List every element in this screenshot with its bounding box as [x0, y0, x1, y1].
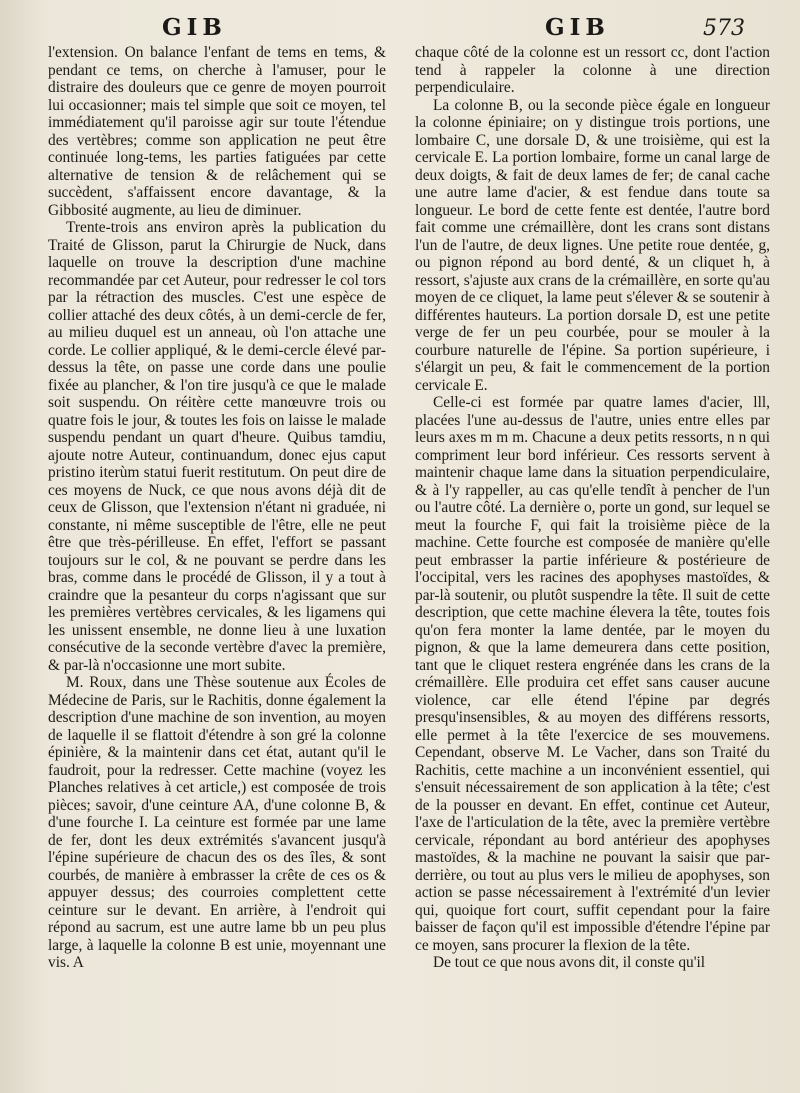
- right-paragraph-2: La colonne B, ou la seconde pièce égale en longueur la colonne épiniaire; on y distingue trois portions, une lombaire C, une dorsale D, & une troisième, qui est la cervicale E. La portion lombaire, forme un canal large de deux doigts, & fait de deux lames de fer; de canal cache une autre lame d'acier, & est fendue dans toute sa longueur. Le bord de cette fente est dentée, l'autre bord fait comme une crémaillère, dont les crans sont distans l'un de l'autre, de deux lignes. Une petite roue dentée, g, ou pignon répond au bord denté, & un cliquet h, à ressort, s'ajuste aux crans de la crémaillère, en sorte qu'au moyen de ce cliquet, la lame peut s'élever & se soutenir à différentes hauteurs. La portion dorsale D, est une petite verge de fer un peu courbée, pour se mouler à la courbure naturelle de l'épine. Sa portion supérieure, i s'élargit un peu, & fait le commencement de la portion cervicale E.: [415, 96, 770, 394]
- left-paragraph-2: Trente-trois ans environ après la publication du Traité de Glisson, parut la Chirurgie de Nuck, dans laquelle on trouve la description d'une machine recommandée par cet Auteur, pour redresser le col tors par la rétraction des muscles. C'est une espèce de collier attaché des deux côtés, à un demi-cercle de fer, au milieu duquel est un anneau, où l'on attache une corde. Le collier appliqué, & le demi-cercle élevé par-dessus la tête, on passe une corde dans une poulie fixée au plancher, & l'on tire jusqu'à ce que le malade soit suspendu. On réitère cette manœuvre trois ou quatre fois le jour, & toutes les fois on laisse le malade suspendu pendant un quart d'heure. Quibus tamdiu, ajoute notre Auteur, continuandum, donec ejus caput pristino iterùm statui fuerit restitutum. On peut dire de ces moyens de Nuck, ce que nous avons déjà dit de ceux de Glisson, que l'extension n'étant ni graduée, ni constante, ni même susceptible de l'être, elle ne peut être que très-périlleuse. En effet, l'effort se passant toujours sur le col, & ne pouvant se perdre dans les bras, comme dans le procédé de Glisson, il y a tout à craindre que la pesanteur du corps n'agissant que sur les premières vertèbres cervicales, & les ligamens qui les unissent ensemble, ne donne lieu à une luxation consécutive de la seconde vertèbre d'avec la première, & par-là n'occasionne une mort subite.: [48, 219, 386, 674]
- right-paragraph-3: Celle-ci est formée par quatre lames d'acier, lll, placées l'une au-dessus de l'autre, unies entre elles par leurs axes m m m. Chacune a deux petits ressorts, n n qui compriment leur bord inférieur. Ces ressorts servent à maintenir chaque lame dans la situation perpendiculaire, & à l'y rappeller, au cas qu'elle tendît à pencher de l'un ou l'autre côté. La dernière o, porte un gond, sur lequel se meut la fourche F, qui fait la troisième pièce de la machine. Cette fourche est composée de manière qu'elle peut embrasser la partie inférieure & postérieure de l'occipital, vers les racines des apophyses mastoïdes, & par-là soutenir, ou plutôt suspendre la tête. Il suit de cette description, que cette machine élevera la tête, toutes fois qu'on fera monter la lame dentée, par le moyen du pignon, & que la lame demeurera dans cette position, tant que le cliquet restera engrénée dans les crans de la crémaillère. Elle produira cet effet sans causer aucune violence, car elle étend l'épine par degrés presqu'insensibles, & au moyen des différens ressorts, elle permet à la tête l'exercice de ses mouvemens. Cependant, observe M. Le Vacher, dans son Traité du Rachitis, cette machine a un inconvénient essentiel, qui s'ensuit nécessairement de son application à la tête; c'est de la pousser en devant. En effet, continue cet Auteur, l'axe de l'articulation de la tête, avec la première vertèbre cervicale, répondant au bord antérieur des apophyses mastoïdes, & la machine ne pouvant la saisir que par-derrière, ou tout au plus vers le milieu de apophyses, son action se passe nécessairement à l'extrémité d'un levier qui, quoique fort court, suffit cependant pour la faire baisser de façon qu'il est impossible d'étendre l'épine par ce moyen, sans procurer la flexion de la tête.: [415, 394, 770, 954]
- left-paragraph-1: l'extension. On balance l'enfant de tems en tems, & pendant ce tems, on cherche à l'amuser, pour le distraire des douleurs que ce genre de moyen pourroit lui occasionner; mais tel simple que soit ce moyen, tel immédiatement qu'il paroisse agir sur toute l'étendue des vertèbres; comme son application ne peut être continuée long-tems, les parties fatiguées par cette alternative de tension & de relâchement qui se succèdent, s'affaissent encore davantage, & la Gibbosité augmente, au lieu de diminuer.: [48, 44, 386, 219]
- right-paragraph-1: chaque côté de la colonne est un ressort cc, dont l'action tend à rappeler la colonne à une direction perpendiculaire.: [415, 44, 770, 96]
- header-right-title: GIB: [545, 14, 610, 41]
- left-column: [48, 44, 386, 972]
- left-paragraph-3: M. Roux, dans une Thèse soutenue aux Écoles de Médecine de Paris, sur le Rachitis, donne également la description d'une machine de son invention, au moyen de laquelle il se flattoit d'étendre à son gré la colonne épinière, & la maintenir dans cet état, autant qu'il le faudroit, pour la redresser. Cette machine (voyez les Planches relatives à cet article,) est composée de trois pièces; savoir, d'une ceinture AA, d'une colonne B, & d'une fourche I. La ceinture est formée par une lame de fer, dont les deux extrémités s'avancent jusqu'à l'épine supérieure de chacun des os des îles, & sont courbés, de manière à embrasser la crête de ces os & appuyer dessus; des courroies complettent cette ceinture sur le devant. En arrière, à l'endroit qui répond au sacrum, est une autre lame bb un peu plus large, à laquelle la colonne B est unie, moyennant une vis. A: [48, 674, 386, 971]
- page-number: 573: [703, 16, 745, 41]
- right-paragraph-4: De tout ce que nous avons dit, il conste qu'il: [433, 954, 706, 971]
- header-left-title: GIB: [162, 14, 227, 41]
- running-header: [0, 14, 800, 44]
- right-column: [415, 44, 770, 972]
